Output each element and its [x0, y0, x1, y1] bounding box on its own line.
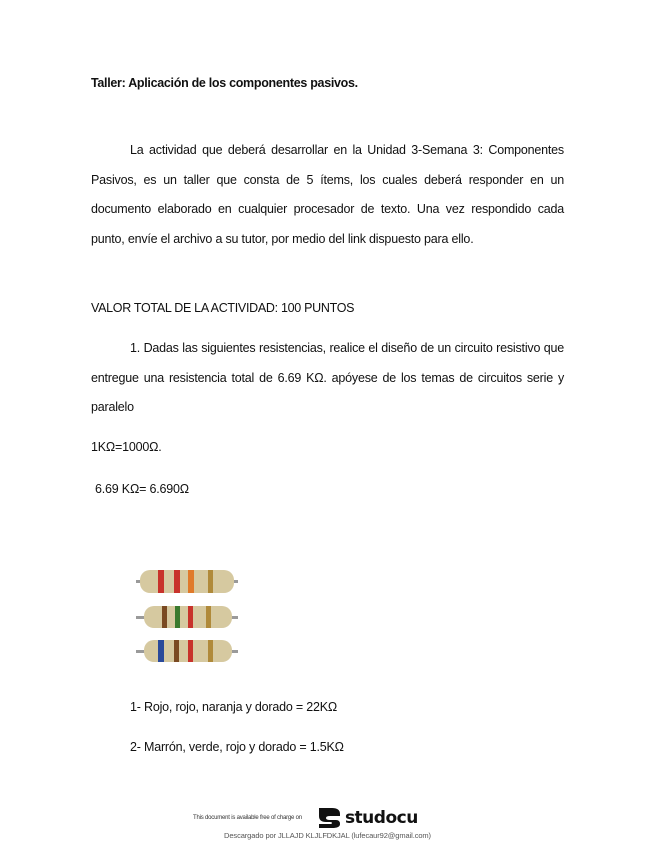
- download-credit: Descargado por JLLAJD KLJLFDKJAL (lufecaur92@gmail.com): [224, 831, 431, 840]
- resistor-item-1: 1- Rojo, rojo, naranja y dorado = 22KΩ: [130, 700, 338, 714]
- document-title: Taller: Aplicación de los componentes pasivos.: [91, 76, 358, 90]
- resistor-2: [136, 606, 238, 628]
- studocu-logo-icon[interactable]: [316, 806, 342, 830]
- intro-paragraph: La actividad que deberá desarrollar en la Unidad 3-Semana 3: Componentes Pasivos, es un taller que consta de 5 ítems, los cuales deberá responder en un documento elaborado en cualquier procesador de texto. Una vez respondido cada punto, envíe el archivo a su tutor, por medio del link dispuesto para ello.: [91, 143, 564, 246]
- conversion-equation-2: 6.69 KΩ= 6.690Ω: [95, 482, 189, 496]
- resistors-illustration: [136, 566, 238, 670]
- resistor-3: [136, 640, 238, 662]
- conversion-equation-1: 1KΩ=1000Ω.: [91, 440, 162, 454]
- resistor-item-2: 2- Marrón, verde, rojo y dorado = 1.5KΩ: [130, 740, 344, 754]
- availability-notice: This document is available free of charge on: [193, 815, 302, 821]
- studocu-footer: [193, 806, 418, 830]
- resistors-photo: [136, 566, 238, 670]
- resistor-1: [136, 570, 238, 593]
- total-value-line: VALOR TOTAL DE LA ACTIVIDAD: 100 PUNTOS: [91, 301, 355, 315]
- studocu-brand[interactable]: studocu: [344, 808, 418, 828]
- question-1-paragraph: 1. Dadas las siguientes resistencias, realice el diseño de un circuito resistivo que entregue una resistencia total de 6.69 KΩ. apóyese de los temas de circuitos serie y paralelo: [91, 341, 564, 414]
